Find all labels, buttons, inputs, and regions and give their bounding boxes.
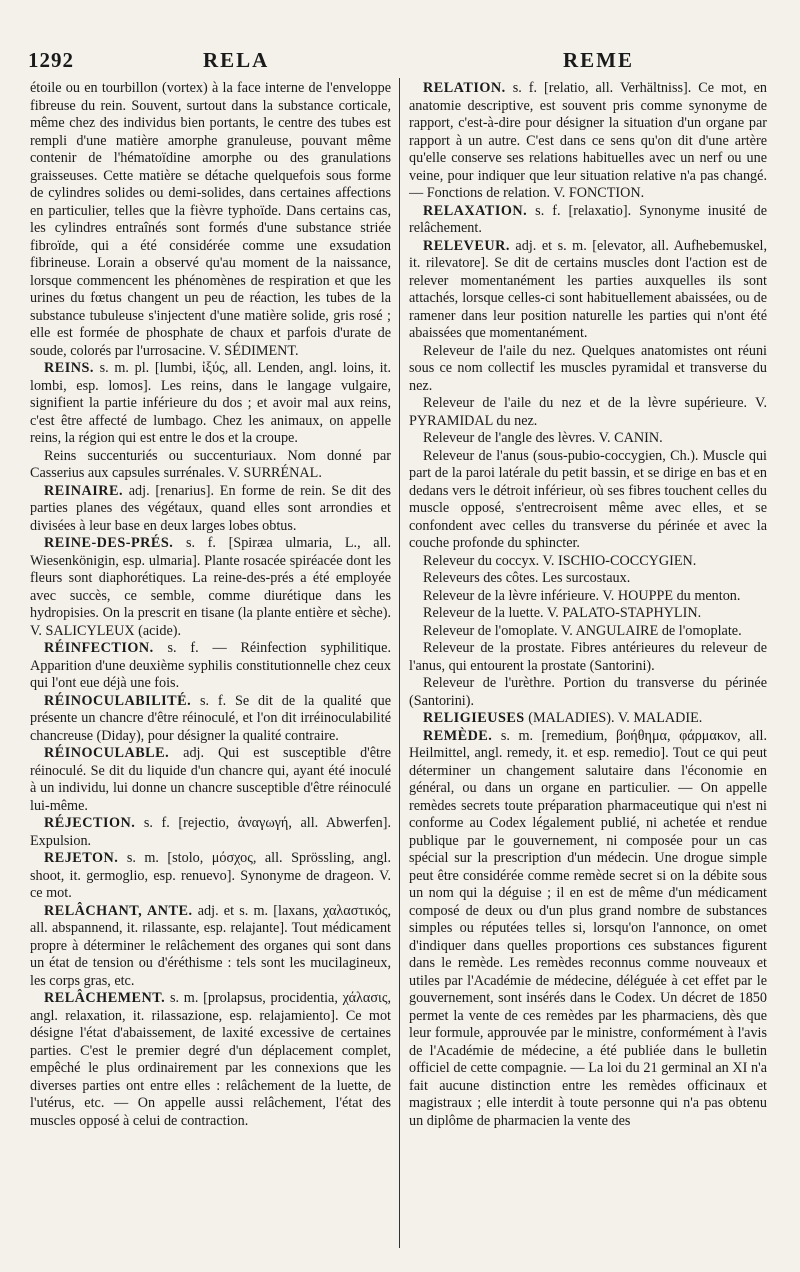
entry-text: Releveur de la lèvre inférieure. V. HOUPPE du menton. xyxy=(423,587,741,604)
entry-headword: RÉINOCULABILITÉ. xyxy=(44,692,192,709)
entry-paragraph xyxy=(409,605,767,623)
entry-headword: RELATION. xyxy=(423,80,506,96)
right-running-head: REME xyxy=(563,48,634,72)
entry-headword: REJETON. xyxy=(44,850,119,866)
entry-headword: REINE-DES-PRÉS. xyxy=(44,535,174,551)
entry-paragraph xyxy=(409,430,767,448)
entry-headword: RÉINOCULABLE. xyxy=(44,745,170,761)
entry-text: s. f. [relaxatio]. Synonyme inusité de relâchement. xyxy=(409,202,767,236)
dictionary-entry xyxy=(30,535,391,640)
entry-headword: REMÈDE. xyxy=(423,727,493,744)
dictionary-entry xyxy=(409,203,767,238)
entry-text: s. f. Se dit de la qualité que présente un chancre d'être réinoculé, et l'on dit irréinoculabilité chancreuse (Diday), pour désigner la qualité contraire. xyxy=(30,692,391,744)
entry-text: Releveurs des côtes. Les surcostaux. xyxy=(423,570,631,586)
entry-text: Releveur de la prostate. Fibres antérieures du releveur de l'anus, qui entourent la prostate (Santorini). xyxy=(409,640,767,674)
entry-text: s. f. [relatio, all. Verhältniss]. Ce mot, en anatomie descriptive, est souvent pris comme synonyme de rapport, c'est-à-dire pour désigner la situation d'un organe par rapport à un autre. C'est dans ce sens qu'on dit d'une artère qu'elle conserve ses relations habituelles avec un nerf ou une veine, pour indiquer que leur situation relative n'a pas changé. — Fonctions de relation. V. FONCTION. xyxy=(409,80,767,201)
entry-headword: REINS. xyxy=(44,360,94,376)
entry-text: adj. et s. m. [laxans, χαλαστικός, all. abspannend, it. rilassante, esp. relajante]. Tout médicament propre à déterminer le relâchement des organes qui sont dans un état de tension ou d'éréthisme : tels sont les mucilagineux, les corps gras, etc. xyxy=(30,902,391,989)
entry-text: s. m. [stolo, μόσχος, all. Sprössling, angl. shoot, it. germoglio, esp. renuevo]. Synonyme de drageon. V. ce mot. xyxy=(30,850,391,901)
column-divider xyxy=(399,78,400,1248)
entry-text: Reins succenturiés ou succenturiaux. Nom donné par Casserius aux capsules surrénales. V. SURRÉNAL. xyxy=(30,447,391,481)
entry-paragraph xyxy=(409,448,767,553)
entry-text: Releveur de l'aile du nez et de la lèvre supérieure. V. PYRAMIDAL du nez. xyxy=(409,395,767,429)
dictionary-entry xyxy=(30,693,391,746)
entry-text: s. f. [Spiræa ulmaria, L., all. Wiesenkönigin, esp. ulmaria]. Plante rosacée spiréacée dont les fleurs sont diaphorétiques. La reine-des-prés a été employée avec succès, ce semble, comme diurétique dans les hydropisies. On la prescrit en tisane (la plante entière et sèche). V. SALICYLEUX (acide). xyxy=(30,535,391,639)
entry-text: Releveur de l'omoplate. V. ANGULAIRE de l'omoplate. xyxy=(423,622,742,639)
dictionary-entry xyxy=(30,903,391,991)
entry-paragraph xyxy=(409,343,767,396)
page-number: 1292 xyxy=(28,48,74,72)
entry-paragraph xyxy=(409,640,767,675)
dictionary-entry xyxy=(409,80,767,203)
entry-text: Releveur de la luette. V. PALATO-STAPHYLIN. xyxy=(423,605,702,621)
entry-text: s. m. [remedium, βοήθημα, φάρμακον, all. Heilmittel, angl. remedy, it. et esp. remedio]. Tout ce qui peut déterminer un changement salutaire dans l'économie en général, ou dans un organe en particulier. — On appelle remèdes secrets toute préparation pharmaceutique qui n'est ni conforme au Codex légalement publié, ni achetée et rendue publique par le gouvernement, ni composée pour un cas spécial sur la prescription d'un médecin. Une drogue simple peut être considérée comme remède secret si on la débite sous un nom qui la déguise ; il en est de même d'un médicament composé de deux ou d'un plus grand nombre de substances simples ou réputées telles si, lorsqu'on l'annonce, on omet d'indiquer dans quelles proportions ces substances figurent dans le remède. Les remèdes reconnus comme nouveaux et utiles par l'Académie de médecine, déléguée à cet effet par le gouvernement, sont insérés dans le Codex. Un décret de 1850 permet la vente de ces remèdes par les pharmaciens, dès que leur formule, approuvée par le ministre, conformément à l'avis de l'Académie de médecine, a été publiée dans le bulletin officiel de cette compagnie. — La loi du 21 germinal an XI n'a fait aucune distinction entre les remèdes officinaux et magistraux ; elle interdit à toute personne qui n'a pas obtenu un diplôme de pharmacien la vente des xyxy=(409,727,767,1129)
entry-text: s. m. [prolapsus, procidentia, χάλασις, angl. relaxation, it. rilassazione, esp. relajamiento]. Ce mot désigne l'état d'abaissement, de laxité excessive de certaines parties. C'est le premier degré d'un déplacement complet, empêché le plus ordinairement par les connexions que les diverses parties ont entre elles : relâchement de la luette, de l'utérus, etc. — On appelle aussi relâchement, l'état des muscles opposé à celui de contraction. xyxy=(30,990,391,1129)
dictionary-entry xyxy=(409,710,767,728)
entry-text: Releveur du coccyx. V. ISCHIO-COCCYGIEN. xyxy=(423,552,697,569)
entry-text: (MALADIES). V. MALADIE. xyxy=(528,710,703,726)
entry-headword: RELÂCHANT, ANTE. xyxy=(44,902,193,919)
left-running-head: RELA xyxy=(203,48,270,72)
left-column xyxy=(30,80,391,1245)
entry-text: adj. et s. m. [elevator, all. Aufhebemuskel, it. rilevatore]. Se dit de certains muscles dont l'action est de relever momentanément les parties auxquelles ils sont attachés, lorsque celles-ci sont habituellement abaissées, ou de ramener dans leur position naturelle les parties qui n'ont été abaissées que momentanément. xyxy=(409,237,767,341)
entry-paragraph xyxy=(409,623,767,641)
entry-text: Releveur de l'angle des lèvres. V. CANIN. xyxy=(423,430,663,446)
entry-paragraph xyxy=(30,448,391,483)
dictionary-entry xyxy=(30,483,391,536)
dictionary-entry xyxy=(30,640,391,693)
entry-text: Releveur de l'aile du nez. Quelques anatomistes ont réuni sous ce nom collectif les muscles pyramidal et transverse du nez. xyxy=(409,342,767,394)
entry-text: s. f. [rejectio, ἀναγωγή, all. Abwerfen]. Expulsion. xyxy=(30,815,391,849)
entry-text: Releveur de l'urèthre. Portion du transverse du périnée (Santorini). xyxy=(409,675,767,709)
entry-paragraph xyxy=(409,588,767,606)
entry-headword: RELIGIEUSES xyxy=(423,710,525,726)
entry-text: adj. Qui est susceptible d'être réinoculé. Se dit du liquide d'un chancre qui, ayant été inoculé à un individu, lui donne un chancre susceptible d'être réinoculé lui-même. xyxy=(30,745,391,814)
dictionary-entry xyxy=(30,815,391,850)
entry-paragraph xyxy=(409,395,767,430)
entry-paragraph xyxy=(409,553,767,571)
entry-headword: RÉJECTION. xyxy=(44,815,136,831)
dictionary-entry xyxy=(30,990,391,1130)
entry-paragraph xyxy=(409,675,767,710)
entry-text: s. f. — Réinfection syphilitique. Apparition d'une deuxième syphilis constitutionnelle chez ceux qui l'ont eue déjà une fois. xyxy=(30,640,391,691)
dictionary-entry xyxy=(30,850,391,903)
entry-text: Releveur de l'anus (sous-pubio-coccygien, Ch.). Muscle qui part de la paroi latérale du petit bassin, et se dirige en bas et en dedans vers le détroit inférieur, où ses fibres touchent celles du muscle opposé, s'entrecroisent même avec elles, et se confondent avec celles du transverse du périnée et avec la couche profonde du sphincter. xyxy=(409,447,767,551)
right-column xyxy=(409,80,767,1245)
dictionary-entry xyxy=(409,238,767,343)
entry-text: étoile ou en tourbillon (vortex) à la face interne de l'enveloppe fibreuse du rein. Souvent, surtout dans la substance corticale, même chez des individus bien portants, le centre des tubes est rempli d'une matière amorphe granuleuse, pouvant même contenir de l'hématoïdine amorphe ou des granulations graisseuses. Cette matière se détache quelquefois sous forme de cylindres solides ou demi-solides, dans certaines affections en particulier, telles que la fièvre typhoïde. Dans certains cas, les cylindres entraînés sont formés d'une substance striée fibroïde, qui a été considérée comme une exsudation fibrineuse. Lorain a observé qu'au moment de la naissance, lorsque commencent les phénomènes de respiration et que les urines du fœtus changent un peu de réaction, les tubes de la substance tubuleuse s'injectent d'une matière solide, gris rosé ; elle est formée de phosphate de chaux et parfois d'urate de soude, colorés par l'urrosacine. V. SÉDIMENT. xyxy=(30,80,391,359)
entry-headword: RELÂCHEMENT. xyxy=(44,990,166,1006)
dictionary-entry xyxy=(30,360,391,448)
entry-headword: REINAIRE. xyxy=(44,482,123,499)
entry-paragraph xyxy=(409,570,767,588)
entry-headword: RÉINFECTION. xyxy=(44,640,154,656)
page-header xyxy=(28,48,780,78)
dictionary-entry xyxy=(30,745,391,815)
entry-headword: RELEVEUR. xyxy=(423,237,510,254)
entry-text: adj. [renarius]. En forme de rein. Se dit des parties planes des végétaux, quand elles sont arrondies et divisées à leur base en deux larges lobes obtus. xyxy=(30,482,391,534)
entry-headword: RELAXATION. xyxy=(423,202,528,219)
entry-paragraph xyxy=(30,80,391,360)
entry-text: s. m. pl. [lumbi, ἰξύς, all. Lenden, angl. loins, it. lombi, esp. lomos]. Les reins, dans le langage vulgaire, signifient la partie inférieure du dos ; et avoir mal aux reins, c'est être affecté de lumbago. Chez les animaux, on appelle reins, la région qui est entre le dos et la croupe. xyxy=(30,360,391,446)
dictionary-entry xyxy=(409,728,767,1131)
